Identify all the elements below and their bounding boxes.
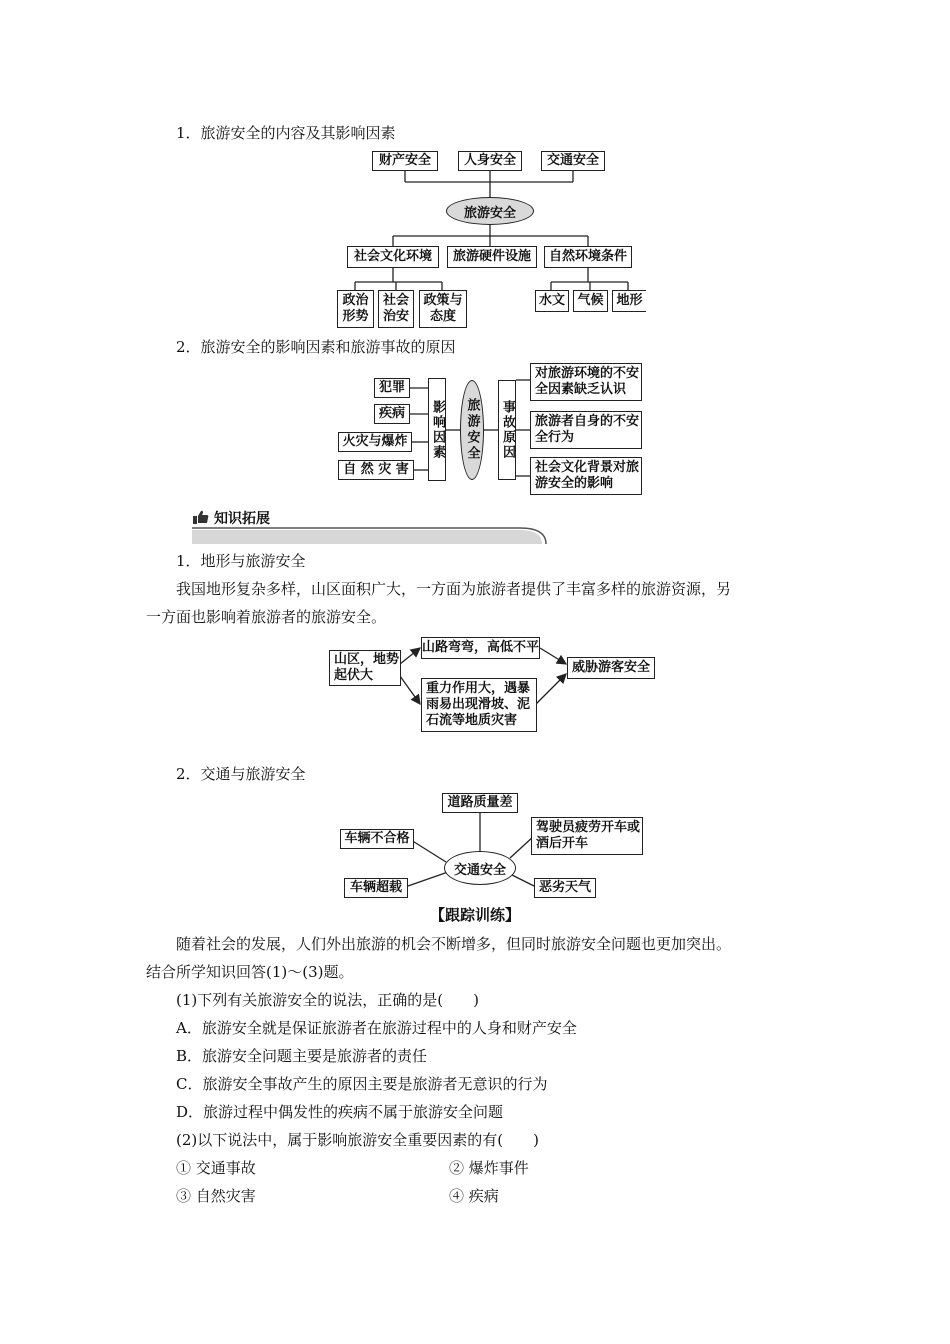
- overload-box: 车辆超载: [344, 878, 408, 898]
- cause-culture-box: 社会文化背景对旅游安全的影响: [530, 457, 642, 495]
- social-culture-box: 社会文化环境: [347, 246, 439, 268]
- mountain-road-box: 山路弯弯，高低不平: [421, 637, 540, 659]
- traffic-safety-center: 交通安全: [444, 851, 516, 885]
- question-2: (2)以下说法中，属于影响旅游安全重要因素的有( ): [176, 1131, 539, 1149]
- road-quality-box: 道路质量差: [442, 793, 518, 813]
- threat-box: 威胁游客安全: [567, 657, 655, 679]
- personal-safety-box: 人身安全: [458, 151, 522, 171]
- q2-option-2: ② 爆炸事件: [449, 1159, 529, 1177]
- cause-awareness-box: 对旅游环境的不安全因素缺乏认识: [530, 363, 642, 401]
- gravity-box: 重力作用大，遇暴雨易出现滑坡、泥石流等地质灾害: [421, 678, 537, 732]
- property-safety-box: 财产安全: [372, 151, 438, 171]
- traffic-safety-box: 交通安全: [541, 151, 605, 171]
- driver-fatigue-box: 驾驶员疲劳开车或酒后开车: [531, 817, 643, 855]
- policy-box: 政策与态度: [419, 290, 467, 328]
- q1-option-d: D．旅游过程中偶发性的疾病不属于旅游安全问题: [176, 1103, 504, 1121]
- practice-intro-line1: 随着社会的发展，人们外出旅游的机会不断增多，但同时旅游安全问题也更加突出。: [176, 935, 732, 953]
- terrain-safety-title: 1．地形与旅游安全: [176, 552, 306, 570]
- disease-box: 疾病: [374, 404, 410, 424]
- nature-condition-box: 自然环境条件: [544, 246, 632, 268]
- vehicle-unqualified-box: 车辆不合格: [340, 829, 414, 849]
- bad-weather-box: 恶劣天气: [534, 878, 596, 898]
- tourism-safety-center: 旅游安全: [446, 197, 534, 225]
- section1-title: 1．旅游安全的内容及其影响因素: [176, 124, 396, 142]
- section2-title: 2．旅游安全的影响因素和旅游事故的原因: [176, 338, 456, 356]
- factor-label-box: 影响因素: [428, 378, 446, 481]
- cause-behavior-box: 旅游者自身的不安全行为: [530, 411, 642, 449]
- q1-option-a: A．旅游安全就是保证旅游者在旅游过程中的人身和财产安全: [176, 1019, 577, 1037]
- terrain-para-line2: 一方面也影响着旅游者的旅游安全。: [146, 608, 387, 626]
- practice-intro-line2: 结合所学知识回答(1)～(3)题。: [146, 963, 354, 981]
- knowledge-banner-title: 知识拓展: [214, 511, 270, 527]
- mountain-box: 山区，地势起伏大: [329, 650, 401, 686]
- climate-box: 气候: [573, 290, 608, 312]
- q2-option-1: ① 交通事故: [176, 1159, 256, 1177]
- politics-box: 政治形势: [337, 290, 374, 328]
- fire-explosion-box: 火灾与爆炸: [338, 432, 412, 452]
- crime-box: 犯罪: [374, 378, 410, 398]
- cause-label-box: 事故原因: [498, 380, 516, 480]
- terrain-para-line1: 我国地形复杂多样，山区面积广大，一方面为旅游者提供了丰富多样的旅游资源，另: [176, 580, 732, 598]
- natural-disaster-box: 自 然 灾 害: [338, 460, 414, 480]
- q1-option-b: B．旅游安全问题主要是旅游者的责任: [176, 1047, 428, 1065]
- hydrology-box: 水文: [535, 290, 569, 312]
- question-1: (1)下列有关旅游安全的说法，正确的是( ): [176, 991, 479, 1009]
- terrain-box: 地形: [612, 290, 646, 312]
- q2-option-4: ④ 疾病: [449, 1187, 499, 1205]
- hardware-box: 旅游硬件设施: [447, 246, 537, 268]
- tourism-safety-center-2: 旅游安全: [460, 380, 484, 480]
- public-order-box: 社会治安: [378, 290, 414, 328]
- q2-option-3: ③ 自然灾害: [176, 1187, 256, 1205]
- traffic-safety-title: 2．交通与旅游安全: [176, 765, 306, 783]
- practice-heading: 【跟踪训练】: [429, 906, 520, 924]
- q1-option-c: C．旅游安全事故产生的原因主要是旅游者无意识的行为: [176, 1075, 548, 1093]
